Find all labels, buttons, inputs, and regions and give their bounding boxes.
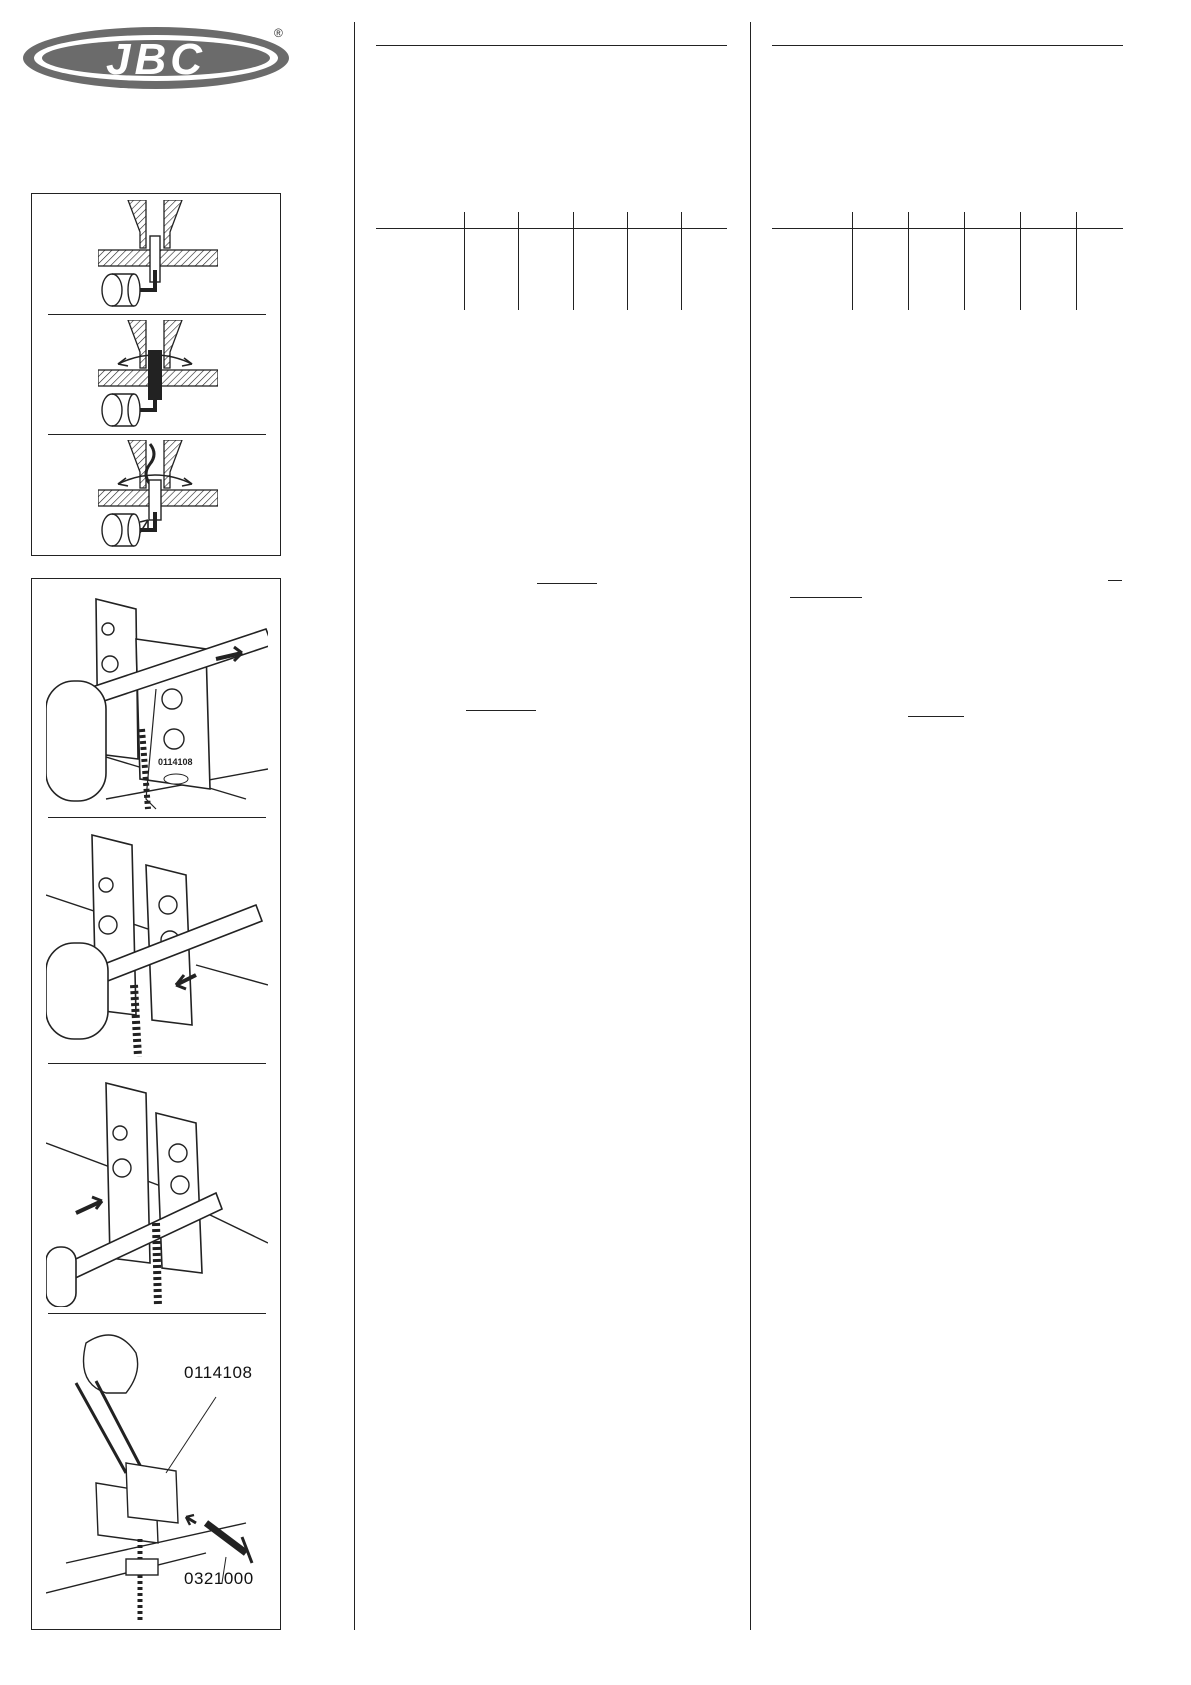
tip-step-3-illustration xyxy=(98,440,218,548)
tip-step-1-illustration xyxy=(98,200,218,308)
left-underline-mark xyxy=(466,710,536,711)
column-divider-left xyxy=(354,22,355,1630)
left-table-col-line xyxy=(627,212,628,310)
right-table-col-line xyxy=(908,212,909,310)
left-table-col-line xyxy=(518,212,519,310)
left-underline-mark xyxy=(537,583,597,584)
tool-sequence-figure xyxy=(31,578,281,1630)
part-number-label: 0321000 xyxy=(184,1569,254,1588)
tool-step-2-illustration xyxy=(46,825,268,1057)
column-divider-right xyxy=(750,22,751,1630)
right-table-col-line xyxy=(1076,212,1077,310)
figure-divider xyxy=(48,1313,266,1314)
figure-divider xyxy=(48,314,266,315)
figure-divider xyxy=(48,434,266,435)
left-table-col-line xyxy=(681,212,682,310)
tool-step-1-illustration xyxy=(46,589,268,813)
tool-plate-number: 0114108 xyxy=(158,757,193,767)
left-table-top-rule xyxy=(376,228,727,229)
right-underline-mark xyxy=(1108,580,1122,581)
right-table-col-line xyxy=(1020,212,1021,310)
tip-step-2-illustration xyxy=(98,320,218,428)
right-table-col-line xyxy=(852,212,853,310)
tool-step-3-illustration xyxy=(46,1073,268,1307)
right-underline-mark xyxy=(908,716,964,717)
jbc-logo xyxy=(20,24,292,92)
registered-mark: ® xyxy=(274,26,283,40)
figure-divider xyxy=(48,1063,266,1064)
left-table-col-line xyxy=(573,212,574,310)
right-underline-mark xyxy=(790,597,862,598)
right-table-top-rule xyxy=(772,228,1123,229)
tip-sequence-figure xyxy=(31,193,281,556)
left-table-col-line xyxy=(464,212,465,310)
figure-divider xyxy=(48,817,266,818)
part-number-label: 0114108 xyxy=(184,1363,253,1382)
right-table-col-line xyxy=(964,212,965,310)
right-header-rule xyxy=(772,45,1123,46)
svg-text:JBC: JBC xyxy=(105,35,207,84)
left-header-rule xyxy=(376,45,727,46)
